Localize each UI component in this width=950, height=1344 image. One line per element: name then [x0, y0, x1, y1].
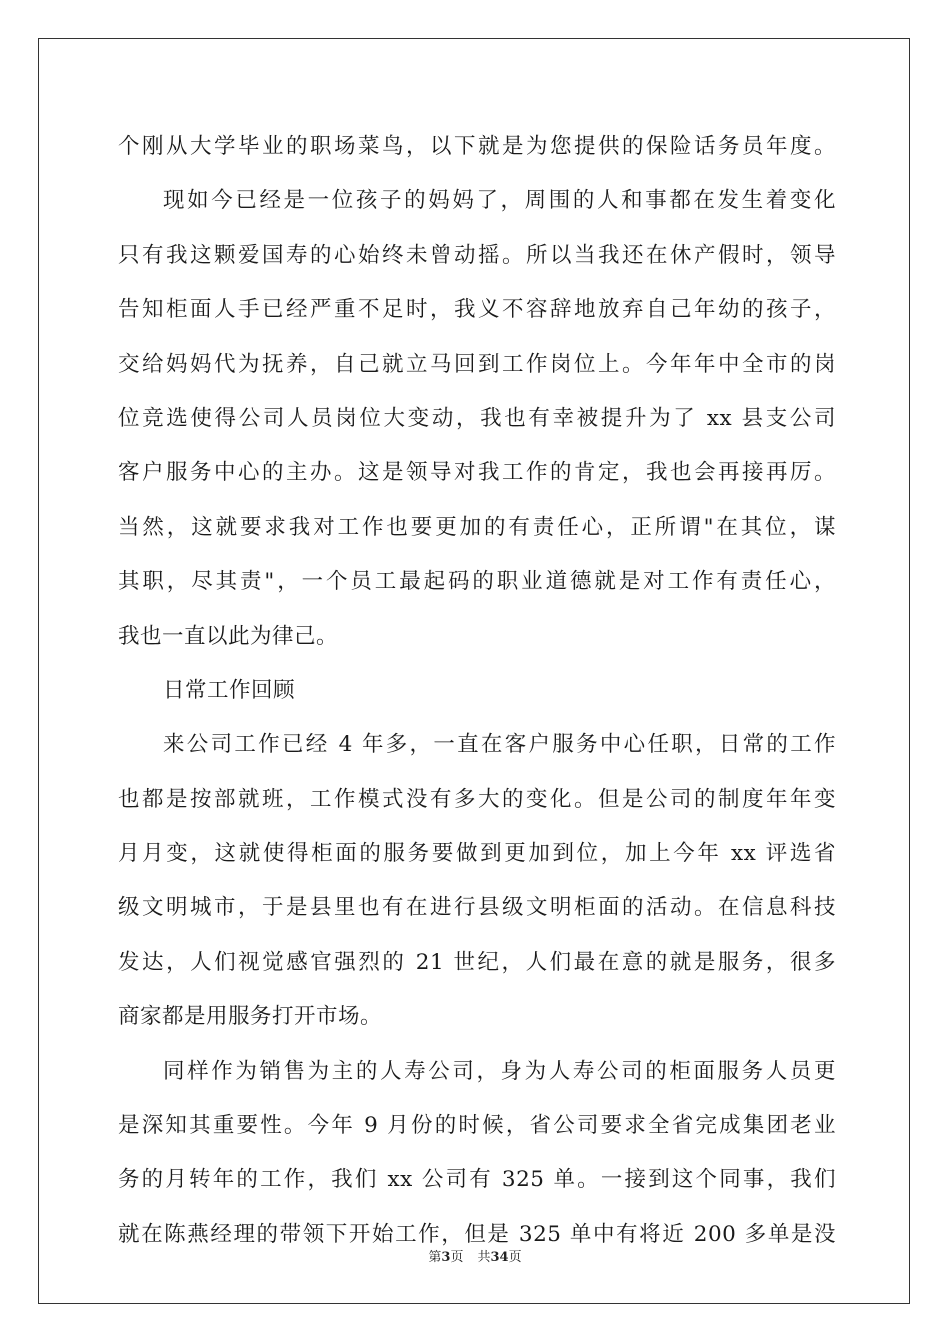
text-line: 位竞选使得公司人员岗位大变动，我也有幸被提升为了 xx 县支公司 — [118, 405, 836, 431]
text-line: 就在陈燕经理的带领下开始工作，但是 325 单中有将近 200 多单是没 — [118, 1221, 836, 1247]
text-line: 当然，这就要求我对工作也要更加的有责任心，正所谓"在其位，谋 — [118, 514, 836, 540]
text-line: 个刚从大学毕业的职场菜鸟，以下就是为您提供的保险话务员年度。 — [118, 134, 836, 159]
total-pages: 34 — [490, 1250, 509, 1265]
total-suffix: 页 — [508, 1250, 522, 1265]
text-line: 月月变，这就使得柜面的服务要做到更加到位，加上今年 xx 评选省 — [118, 841, 836, 867]
text-line: 客户服务中心的主办。这是领导对我工作的肯定，我也会再接再厉。 — [118, 460, 836, 486]
text-line: 告知柜面人手已经严重不足时，我义不容辞地放弃自己年幼的孩子， — [118, 297, 836, 323]
text-line: 日常工作回顾 — [163, 677, 296, 703]
text-line: 只有我这颗爱国寿的心始终未曾动摇。所以当我还在休产假时，领导 — [118, 242, 836, 268]
total-prefix: 共 — [477, 1250, 491, 1265]
text-line: 发达，人们视觉感官强烈的 21 世纪，人们最在意的就是服务，很多 — [118, 949, 836, 975]
text-line: 交给妈妈代为抚养，自己就立马回到工作岗位上。今年年中全市的岗 — [118, 351, 836, 377]
text-line: 也都是按部就班，工作模式没有多大的变化。但是公司的制度年年变 — [118, 786, 836, 812]
text-line: 同样作为销售为主的人寿公司，身为人寿公司的柜面服务人员更 — [163, 1058, 836, 1084]
text-line: 级文明城市，于是县里也有在进行县级文明柜面的活动。在信息科技 — [118, 895, 836, 921]
page-suffix: 页 — [450, 1250, 464, 1265]
page-footer — [0, 1246, 950, 1265]
document-body — [118, 120, 836, 1262]
text-line: 务的月转年的工作，我们 xx 公司有 325 单。一接到这个同事，我们 — [118, 1167, 836, 1193]
text-line: 是深知其重要性。今年 9 月份的时候，省公司要求全省完成集团老业 — [118, 1113, 836, 1139]
text-line: 来公司工作已经 4 年多，一直在客户服务中心任职，日常的工作 — [163, 732, 836, 758]
text-line: 现如今已经是一位孩子的妈妈了，周围的人和事都在发生着变化 — [163, 188, 836, 214]
page-prefix: 第 — [428, 1250, 442, 1265]
text-line: 商家都是用服务打开市场。 — [118, 1004, 383, 1030]
page-number: 3 — [441, 1250, 451, 1265]
text-line: 其职，尽其责"，一个员工最起码的职业道德就是对工作有责任心， — [118, 569, 836, 595]
text-line: 我也一直以此为律己。 — [118, 623, 339, 649]
